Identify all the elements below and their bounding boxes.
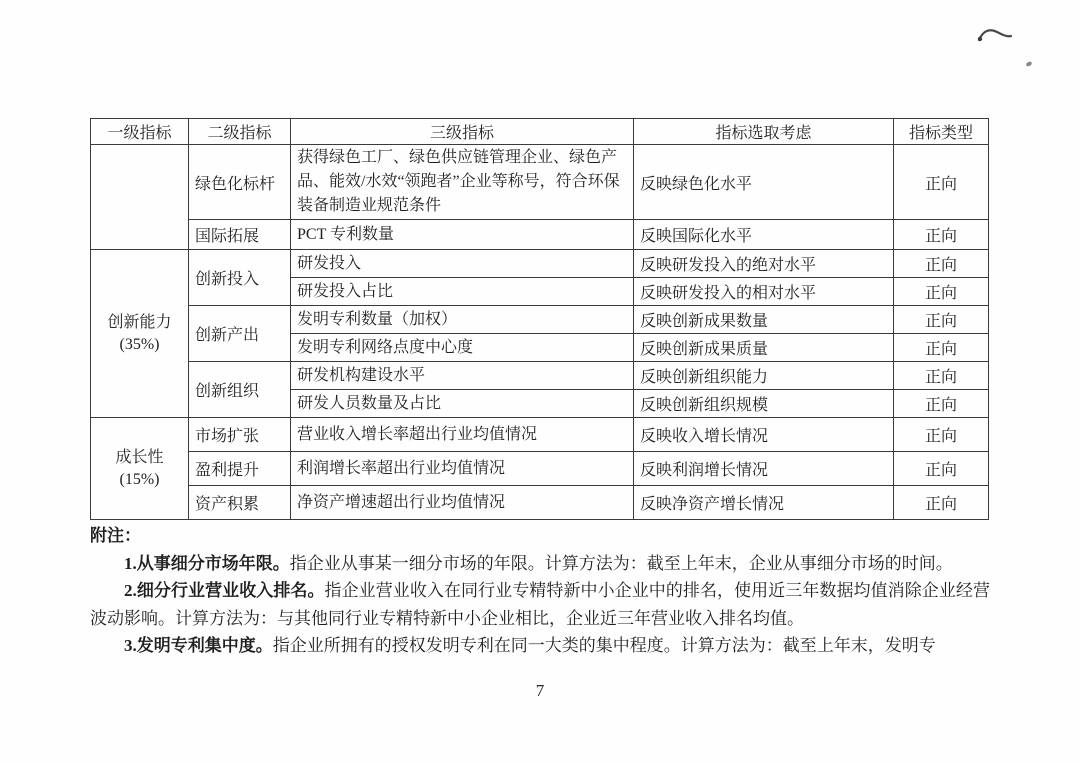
level3-cell: 利润增长率超出行业均值情况 bbox=[291, 452, 634, 486]
type-cell: 正向 bbox=[894, 278, 989, 306]
level2-cell: 国际拓展 bbox=[189, 220, 291, 250]
type-cell: 正向 bbox=[894, 334, 989, 362]
footnote-term: 2.细分行业营业收入排名。 bbox=[124, 581, 325, 600]
level1-weight: (15%) bbox=[119, 470, 160, 488]
table-row bbox=[91, 486, 989, 520]
footnote-item bbox=[90, 632, 990, 660]
type-cell: 正向 bbox=[894, 250, 989, 278]
header-level1: 一级指标 bbox=[91, 119, 189, 145]
table-row bbox=[91, 452, 989, 486]
type-cell: 正向 bbox=[894, 220, 989, 250]
level3-cell: 发明专利网络点度中心度 bbox=[291, 334, 634, 362]
table-row bbox=[91, 362, 989, 390]
level3-cell: 研发人员数量及占比 bbox=[291, 390, 634, 418]
type-cell: 正向 bbox=[894, 418, 989, 452]
level1-cell bbox=[91, 418, 189, 520]
footnote-text: 指企业营业收入在同行业专精特新中小企业中的排名，使用近三年数据均值消除企业经营波动影响。计算方法为：与其他同行业专精特新中小企业相比，企业近三年营业收入排名均值。 bbox=[90, 581, 990, 628]
footnote-text: 指企业从事某一细分市场的年限。计算方法为：截至上年末，企业从事细分市场的时间。 bbox=[289, 553, 953, 573]
table-header-row bbox=[91, 119, 989, 145]
consideration-cell: 反映绿色化水平 bbox=[634, 145, 894, 220]
consideration-cell: 反映研发投入的绝对水平 bbox=[634, 250, 894, 278]
indicator-table bbox=[90, 118, 989, 520]
footnotes-section bbox=[90, 522, 990, 660]
indicator-table-container bbox=[90, 118, 989, 520]
consideration-cell: 反映研发投入的相对水平 bbox=[634, 278, 894, 306]
level3-cell: 营业收入增长率超出行业均值情况 bbox=[291, 418, 634, 452]
consideration-cell: 反映利润增长情况 bbox=[634, 452, 894, 486]
consideration-cell: 反映创新组织能力 bbox=[634, 362, 894, 390]
level1-label: 创新能力 bbox=[107, 313, 172, 331]
footnote-text: 指企业所拥有的授权发明专利在同一大类的集中程度。计算方法为：截至上年末，发明专 bbox=[272, 636, 936, 655]
consideration-cell: 反映创新成果数量 bbox=[634, 306, 894, 334]
level1-label: 成长性 bbox=[115, 448, 164, 466]
level3-cell: 研发投入占比 bbox=[291, 278, 634, 306]
level3-cell: PCT 专利数量 bbox=[291, 220, 634, 250]
type-cell: 正向 bbox=[894, 362, 989, 390]
level1-cell bbox=[91, 250, 189, 418]
type-cell: 正向 bbox=[894, 145, 989, 220]
consideration-cell: 反映国际化水平 bbox=[634, 220, 894, 250]
level2-cell: 创新产出 bbox=[189, 306, 291, 362]
level2-cell: 创新投入 bbox=[189, 250, 291, 306]
consideration-cell: 反映创新成果质量 bbox=[634, 334, 894, 362]
footnote-item bbox=[90, 550, 990, 578]
header-level3: 三级指标 bbox=[291, 119, 634, 145]
header-type: 指标类型 bbox=[894, 119, 989, 145]
ink-speck-mark bbox=[1025, 61, 1032, 67]
consideration-cell: 反映创新组织规模 bbox=[634, 390, 894, 418]
table-row bbox=[91, 250, 989, 278]
footnote-item bbox=[90, 577, 990, 632]
level3-cell: 获得绿色工厂、绿色供应链管理企业、绿色产品、能效/水效“领跑者”企业等称号，符合环保装备制造业规范条件 bbox=[291, 145, 634, 220]
table-row bbox=[91, 418, 989, 452]
level3-cell: 研发投入 bbox=[291, 250, 634, 278]
level3-cell: 净资产增速超出行业均值情况 bbox=[291, 486, 634, 520]
level2-cell: 绿色化标杆 bbox=[189, 145, 291, 220]
footnote-term: 1.从事细分市场年限。 bbox=[124, 553, 290, 573]
header-consideration: 指标选取考虑 bbox=[634, 119, 894, 145]
footnote-term: 3.发明专利集中度。 bbox=[124, 636, 273, 655]
level2-cell: 盈利提升 bbox=[189, 452, 291, 486]
level3-cell: 发明专利数量（加权） bbox=[291, 306, 634, 334]
consideration-cell: 反映收入增长情况 bbox=[634, 418, 894, 452]
level2-cell: 市场扩张 bbox=[189, 418, 291, 452]
type-cell: 正向 bbox=[894, 452, 989, 486]
level3-cell: 研发机构建设水平 bbox=[291, 362, 634, 390]
type-cell: 正向 bbox=[894, 306, 989, 334]
pen-stroke-mark bbox=[975, 24, 1021, 50]
level2-cell: 资产积累 bbox=[189, 486, 291, 520]
table-row bbox=[91, 306, 989, 334]
type-cell: 正向 bbox=[894, 390, 989, 418]
footnotes-label: 附注： bbox=[90, 526, 141, 545]
level1-cell bbox=[91, 145, 189, 250]
type-cell: 正向 bbox=[894, 486, 989, 520]
table-row bbox=[91, 220, 989, 250]
table-row bbox=[91, 145, 989, 220]
level1-weight: (35%) bbox=[119, 335, 160, 353]
header-level2: 二级指标 bbox=[189, 119, 291, 145]
consideration-cell: 反映净资产增长情况 bbox=[634, 486, 894, 520]
page-number: 7 bbox=[535, 681, 545, 700]
level2-cell: 创新组织 bbox=[189, 362, 291, 418]
